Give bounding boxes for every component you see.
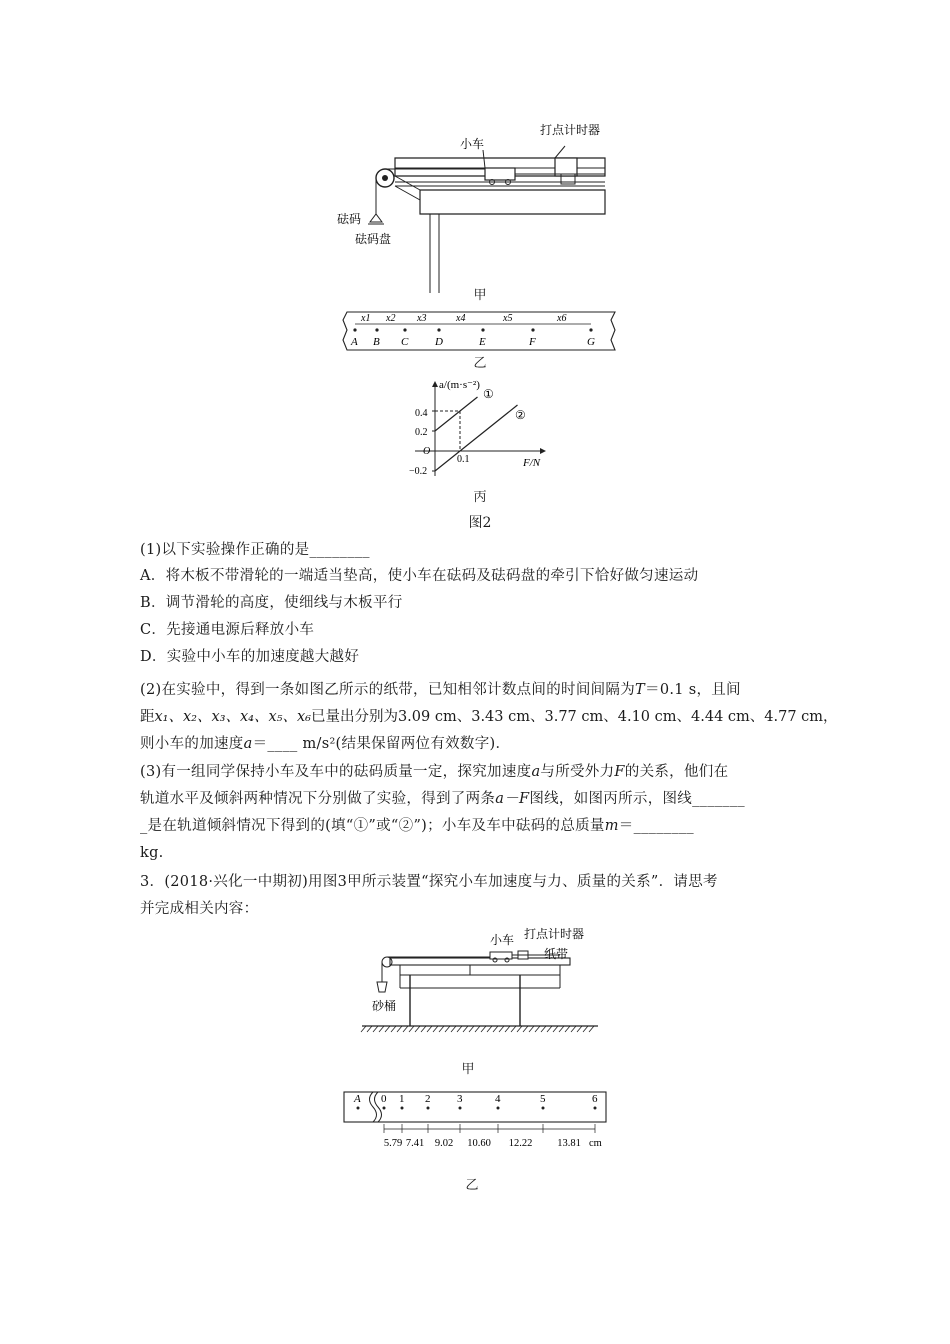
fig3-dot-0 (383, 1107, 386, 1110)
q2-line3: 则小车的加速度a＝____ m/s²(结果保留两位有效数字)． (140, 736, 511, 752)
fig2-tape (335, 310, 620, 354)
ground-hatch (529, 1026, 534, 1032)
fig3-dot-1 (401, 1107, 404, 1110)
q1-option-d: D．实验中小车的加速度越大越好 (140, 649, 360, 665)
tape-point-F: F (529, 336, 536, 348)
ground-hatch (559, 1026, 564, 1032)
q-next-line1: 3．(2018·兴化一中期初)用图3甲所示装置“探究小车加速度与力、质量的关系”．请思考 (140, 874, 718, 890)
ground-hatch (433, 1026, 438, 1032)
fig3-apparatus (360, 924, 600, 1036)
ground-hatch (547, 1026, 552, 1032)
fig3-point-5: 5 (540, 1093, 546, 1105)
q1-option-c: C．先接通电源后释放小车 (140, 622, 315, 638)
tape-segment-x3: x3 (417, 313, 427, 324)
ground-hatch (421, 1026, 426, 1032)
ground-hatch (373, 1026, 378, 1032)
fig3-dot-3 (459, 1107, 462, 1110)
ground-hatch (439, 1026, 444, 1032)
fig3-dot-A (357, 1107, 360, 1110)
fig-yi-caption: 乙 (473, 356, 487, 371)
ground-hatch (481, 1026, 486, 1032)
fig3-yi-caption: 乙 (465, 1178, 479, 1193)
tape-point-C: C (401, 336, 409, 348)
origin-label: O (423, 446, 431, 457)
fig3-dot-6 (594, 1107, 597, 1110)
fig-bing-caption: 丙 (473, 490, 487, 505)
ground-hatch (469, 1026, 474, 1032)
ground-hatch (427, 1026, 432, 1032)
pan-label: 砝码盘 (355, 232, 392, 246)
ground-hatch (577, 1026, 582, 1032)
ground-hatch (589, 1026, 594, 1032)
tape-point-G: G (587, 336, 595, 348)
fig3-bucket-label: 砂桶 (372, 999, 397, 1013)
fig3-point-1: 1 (399, 1093, 405, 1105)
tape-dot-B (375, 328, 378, 331)
weight-label: 砝码 (337, 212, 362, 226)
ytick-0.2: 0.2 (415, 427, 428, 438)
fig3-timer-label: 打点计时器 (524, 927, 585, 941)
line1-label: ① (483, 387, 494, 401)
ground-hatch (445, 1026, 450, 1032)
fig3-distance-0: 5.79 (383, 1138, 403, 1149)
ground-hatch (397, 1026, 402, 1032)
tape-point-B: B (373, 336, 380, 348)
q1-option-a: A．将木板不带滑轮的一端适当垫高，使小车在砝码及砝码盘的牵引下恰好做匀速运动 (140, 568, 699, 584)
series-line-1 (435, 397, 478, 431)
ground-hatch (499, 1026, 504, 1032)
tape-dot-C (403, 328, 406, 331)
figure-2-caption: 图2 (468, 515, 492, 531)
ground-hatch (511, 1026, 516, 1032)
ground-hatch (451, 1026, 456, 1032)
tape-segment-x1: x1 (361, 313, 371, 324)
tape-dot-D (437, 328, 440, 331)
ground-hatch (523, 1026, 528, 1032)
tape-point-D: D (435, 336, 443, 348)
fig3-unit: cm (589, 1138, 602, 1149)
tape-point-E: E (479, 336, 486, 348)
timer-label: 打点计时器 (540, 123, 601, 137)
fig3-point-2: 2 (425, 1093, 431, 1105)
fig2-apparatus (335, 118, 615, 298)
fig3-point-3: 3 (457, 1093, 463, 1105)
ytick-neg0.2: −0.2 (409, 466, 428, 477)
series-line-2 (435, 405, 518, 471)
q3-line3: _是在轨道倾斜情况下得到的(填“①”或“②”)；小车及车中砝码的总质量m＝________ (140, 818, 694, 834)
ytick-0.4: 0.4 (415, 408, 428, 419)
fig3-distance-5: 13.81 (557, 1138, 581, 1149)
ground-hatch (379, 1026, 384, 1032)
line2-label: ② (515, 408, 526, 422)
ground-hatch (463, 1026, 468, 1032)
fig3-dot-2 (427, 1107, 430, 1110)
fig3-distance-2: 9.02 (434, 1138, 454, 1149)
ground-hatch (415, 1026, 420, 1032)
ground-hatch (505, 1026, 510, 1032)
fig3-point-4: 4 (495, 1093, 501, 1105)
q3-line2: 轨道水平及倾斜两种情况下分别做了实验，得到了两条a－F图线，如图丙所示，图线_______ (140, 791, 745, 807)
tape-dot-G (589, 328, 592, 331)
q3-line4: kg. (140, 845, 164, 861)
tape-segment-x2: x2 (386, 313, 396, 324)
graph-xlabel: F/N (523, 457, 541, 469)
fig3-dot-5 (542, 1107, 545, 1110)
tape-dot-F (531, 328, 534, 331)
ground-hatch (409, 1026, 414, 1032)
fig3-point-6: 6 (592, 1093, 598, 1105)
fig3-cart-label: 小车 (490, 933, 515, 947)
ground-hatch (535, 1026, 540, 1032)
ground-hatch (403, 1026, 408, 1032)
tape-dot-E (481, 328, 484, 331)
fig3-point-0: 0 (381, 1093, 387, 1105)
ground-hatch (583, 1026, 588, 1032)
ground-hatch (475, 1026, 480, 1032)
ground-hatch (553, 1026, 558, 1032)
ground-hatch (361, 1026, 366, 1032)
fig3-point-A: A (354, 1093, 361, 1105)
ground-hatch (493, 1026, 498, 1032)
tape-point-A: A (351, 336, 358, 348)
ground-hatch (367, 1026, 372, 1032)
ground-hatch (565, 1026, 570, 1032)
ground-hatch (517, 1026, 522, 1032)
fig3-distance-3: 10.60 (467, 1138, 491, 1149)
ground-hatch (571, 1026, 576, 1032)
q-next-line2: 并完成相关内容： (140, 901, 259, 917)
ground-hatch (541, 1026, 546, 1032)
cart-label: 小车 (460, 137, 485, 151)
graph-ylabel: a/(m·s⁻²) (439, 379, 480, 391)
fig3-dot-4 (497, 1107, 500, 1110)
q2-line2: 距x₁、x₂、x₃、x₄、x₅、x₆已量出分别为3.09 cm、3.43 cm、3.77 cm、4.10 cm、4.44 cm、4.77 cm， (140, 709, 838, 725)
tape-segment-x5: x5 (503, 313, 513, 324)
fig2-graph (405, 376, 555, 486)
q3-line1: (3)有一组同学保持小车及车中的砝码质量一定，探究加速度a与所受外力F的关系，他们在 (140, 764, 729, 780)
ground-hatch (391, 1026, 396, 1032)
fig3-jia-caption: 甲 (461, 1062, 475, 1077)
q1-stem: (1)以下实验操作正确的是________ (140, 542, 370, 558)
xtick-0.1: 0.1 (457, 454, 470, 465)
ground-hatch (487, 1026, 492, 1032)
fig3-tape (340, 1086, 610, 1152)
fig3-distance-1: 7.41 (405, 1138, 425, 1149)
tape-segment-x6: x6 (557, 313, 567, 324)
tape-dot-A (353, 328, 356, 331)
fig3-distance-4: 12.22 (508, 1138, 533, 1149)
ground-hatch (385, 1026, 390, 1032)
ground-hatch (457, 1026, 462, 1032)
q2-line1: (2)在实验中，得到一条如图乙所示的纸带，已知相邻计数点间的时间间隔为T＝0.1 s，且间 (140, 682, 741, 698)
q1-option-b: B．调节滑轮的高度，使细线与木板平行 (140, 595, 403, 611)
fig-jia-caption: 甲 (473, 288, 487, 303)
tape-segment-x4: x4 (456, 313, 466, 324)
fig3-tape-label: 纸带 (544, 947, 569, 961)
